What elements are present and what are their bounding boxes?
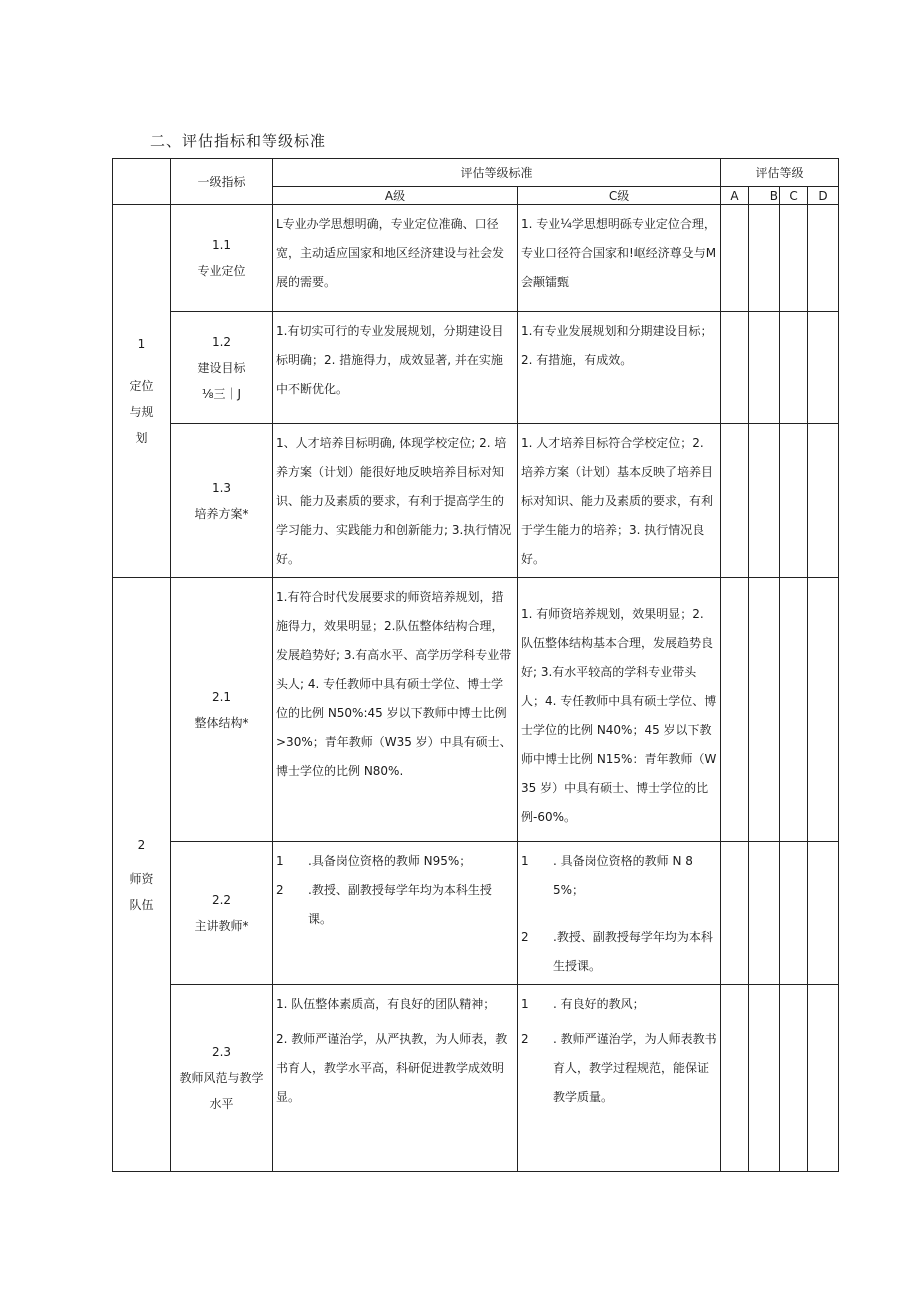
- list-item: 2 .教授、副教授每学年均为本科生授课。: [276, 883, 492, 926]
- criteria-c-text: 1. 有师资培养规划，效果明显；2. 队伍整体结构基本合理，发展趋势良好; 3.有水平较高的学科专业带头人；4. 专任教师中具有硕士学位、博士学位的比例 N40%；45 岁以下教师中博士比例 N15%：青年教师（W35 岁）中具有硕士、博士学位的比例-60%。: [518, 578, 721, 842]
- grade-b-cell[interactable]: [749, 312, 780, 424]
- header-criteria: 评估等级标准: [273, 159, 721, 187]
- criteria-a-text: [273, 842, 518, 985]
- grade-b-cell[interactable]: [749, 424, 780, 578]
- table-row: [113, 985, 839, 1172]
- group-name-line: 师资: [129, 871, 154, 886]
- indicator-id: 1.3: [211, 480, 232, 495]
- grade-c-cell[interactable]: [780, 312, 808, 424]
- group-name-line: 队伍: [129, 897, 154, 912]
- grade-a-header: A: [721, 187, 749, 205]
- list-item: 1 . 具备岗位资格的教师 N 85%；: [521, 854, 693, 897]
- indicator-name: 主讲教师*: [194, 919, 249, 933]
- grade-d-cell[interactable]: [808, 842, 839, 985]
- grade-a-cell[interactable]: [721, 842, 749, 985]
- grade-a-cell[interactable]: [721, 312, 749, 424]
- grade-c-cell[interactable]: [780, 578, 808, 842]
- grade-d-cell[interactable]: [808, 578, 839, 842]
- grade-b-cell[interactable]: [749, 985, 780, 1172]
- criteria-a-text: 1.有符合时代发展要求的师资培养规划，措施得力，效果明显；2.队伍整体结构合理，发展趋势好; 3.有高水平、高学历学科专业带头人; 4. 专任教师中具有硕士学位、博士学位的比例 N50%:45 岁以下教师中博士比例>30%；青年教师（W35 岁）中具有硕士、博士学位的比例 N80%.: [273, 578, 518, 842]
- indicator-id: 2.2: [211, 893, 232, 907]
- indicator-cell: [171, 205, 273, 312]
- header-first-level: 一级指标: [171, 159, 273, 205]
- grade-a-cell[interactable]: [721, 985, 749, 1172]
- criteria-c-text: [518, 985, 721, 1172]
- indicator-cell: [171, 842, 273, 985]
- group-num: 2: [137, 837, 146, 852]
- group-name-line: 划: [135, 431, 148, 445]
- table-row: [113, 842, 839, 985]
- indicator-name: ⅛三｜J: [201, 386, 242, 401]
- table-row: [113, 205, 839, 312]
- group-num: 1: [137, 337, 146, 351]
- list-item: 1 .具备岗位资格的教师 N95%；: [276, 854, 472, 868]
- grade-b-cell[interactable]: [749, 205, 780, 312]
- group-name-line: 与规: [129, 405, 154, 419]
- group-1-cell: [113, 205, 171, 578]
- grade-d-cell[interactable]: [808, 424, 839, 578]
- indicator-cell: [171, 312, 273, 424]
- grade-c-cell[interactable]: [780, 842, 808, 985]
- grade-b-cell[interactable]: [749, 842, 780, 985]
- grade-b-header: B: [749, 187, 780, 205]
- grade-c-cell[interactable]: [780, 424, 808, 578]
- list-item: 1 . 有良好的教风；: [521, 997, 645, 1011]
- criteria-a-text: 1. 队伍整体素质高，有良好的团队精神； 2. 教师严谨治学，从严执教，为人师表，教书育人，教学水平高，科研促进教学成效明显。: [273, 985, 518, 1172]
- indicator-name: 培养方案*: [194, 506, 249, 521]
- grade-c-cell[interactable]: [780, 985, 808, 1172]
- corner-cell: [113, 159, 171, 205]
- indicator-cell: [171, 424, 273, 578]
- header-level-c: C级: [518, 187, 721, 205]
- indicator-name: 专业定位: [197, 264, 246, 278]
- indicator-name: 教师风范与教学: [179, 1071, 264, 1085]
- indicator-cell: [171, 985, 273, 1172]
- grade-a-cell[interactable]: [721, 205, 749, 312]
- group-2-cell: [113, 578, 171, 1172]
- grade-d-cell[interactable]: [808, 205, 839, 312]
- criteria-c-text: 1. 人才培养目标符合学校定位；2. 培养方案（计划）基本反映了培养目标对知识、能力及素质的要求，有利于学生能力的培养；3. 执行情况良好。: [518, 424, 721, 578]
- criteria-c-text: 1. 专业¼学思想明砾专业定位合理，专业口径符合国家和!岖经济尊殳与M会颟镭甄: [518, 205, 721, 312]
- group-name-line: 定位: [129, 379, 154, 393]
- criteria-a-text: 1、人才培养目标明确, 体现学校定位; 2. 培养方案（计划）能很好地反映培养目标对知识、能力及素质的要求，有利于提高学生的学习能力、实践能力和创新能力; 3.执行情况好。: [273, 424, 518, 578]
- header-level-a: A级: [273, 187, 518, 205]
- indicator-name: 整体结构*: [194, 715, 249, 730]
- criteria-a-text: L专业办学思想明确，专业定位准确、口径宽，主动适应国家和地区经济建设与社会发展的需要。: [273, 205, 518, 312]
- grade-d-cell[interactable]: [808, 985, 839, 1172]
- indicator-cell: [171, 578, 273, 842]
- criteria-a-text: 1.有切实可行的专业发展规划，分期建设目标明确；2. 措施得力，成效显著, 并在实施中不断优化。: [273, 312, 518, 424]
- grade-c-cell[interactable]: [780, 205, 808, 312]
- table-row: [113, 424, 839, 578]
- grade-a-cell[interactable]: [721, 578, 749, 842]
- indicator-id: 1.1: [211, 238, 232, 252]
- list-item: 2 .教授、副教授每学年均为本科生授课。: [521, 930, 713, 973]
- indicator-id: 2.1: [211, 689, 232, 704]
- criteria-table: [112, 158, 839, 1172]
- criteria-c-text: 1.有专业发展规划和分期建设目标；2. 有措施，有成效。: [518, 312, 721, 424]
- grade-d-header: D: [808, 187, 839, 205]
- indicator-id: 1.2: [211, 334, 232, 349]
- grade-b-cell[interactable]: [749, 578, 780, 842]
- grade-c-header: C: [780, 187, 808, 205]
- criteria-c-text: [518, 842, 721, 985]
- list-item: 2 . 教师严谨治学，为人师表教书育人，教学过程规范，能保证教学质量。: [521, 1032, 717, 1104]
- grade-d-cell[interactable]: [808, 312, 839, 424]
- table-row: [113, 312, 839, 424]
- header-grade: 评估等级: [721, 159, 839, 187]
- indicator-name: 水平: [209, 1097, 234, 1111]
- indicator-name: 建设目标: [197, 360, 246, 375]
- grade-a-cell[interactable]: [721, 424, 749, 578]
- indicator-id: 2.3: [211, 1045, 232, 1059]
- section-title: 二、评估指标和等级标准: [150, 132, 327, 150]
- table-row: [113, 578, 839, 842]
